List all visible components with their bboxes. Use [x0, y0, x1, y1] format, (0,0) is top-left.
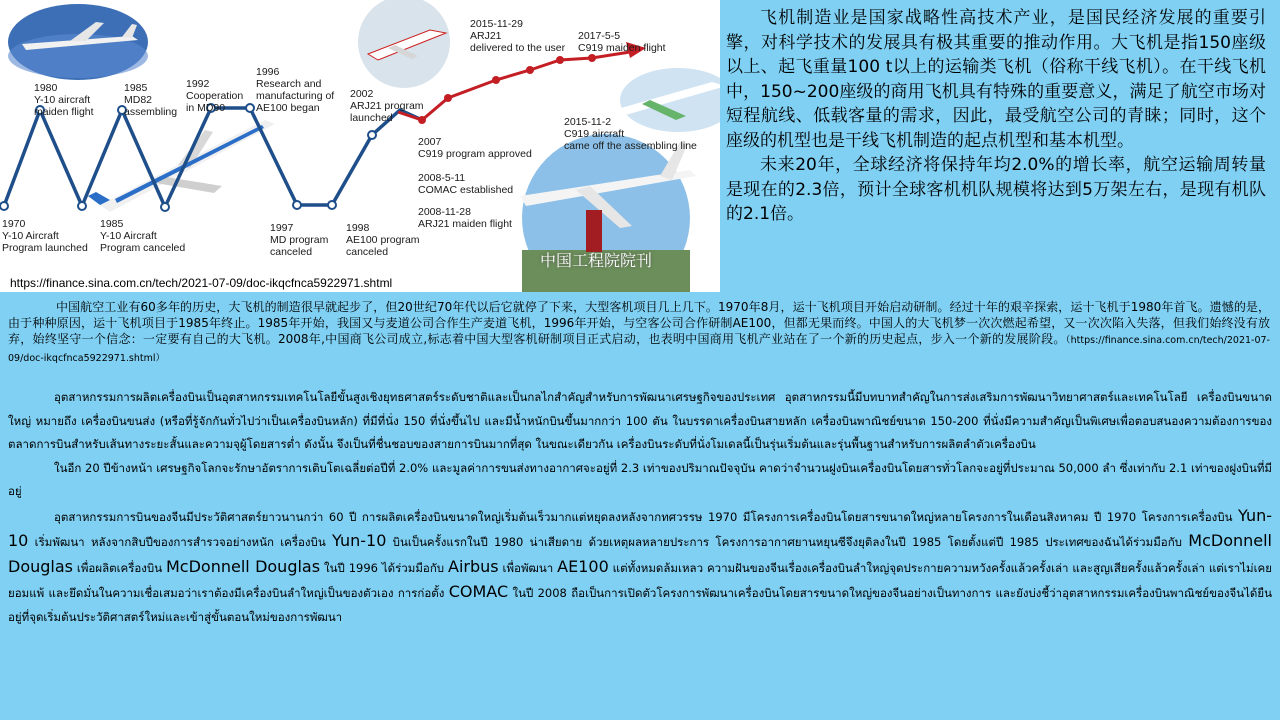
- timeline-figure: [0, 0, 720, 292]
- thai-paragraph-3: [8, 504, 1272, 630]
- watermark: 中国工程院院刊: [540, 251, 653, 270]
- thai-translation: [8, 386, 1272, 629]
- term-comac: COMAC: [448, 582, 509, 601]
- event-label: 1998 AE100 program canceled: [346, 222, 420, 258]
- event-label: 2008-5-11 COMAC established: [418, 172, 514, 196]
- event-label: 1996 Research and manufacturing of AE100 began: [256, 66, 335, 114]
- term-yun10: Yun-10: [332, 531, 387, 550]
- term-airbus: Airbus: [448, 556, 499, 576]
- summary-paragraph-2: 未来20年，全球经济将保持年均2.0%的增长率，航空运输周转量是现在的2.3倍，预计全球客机机队规模将达到5万架左右，是现有机队的2.1倍。: [726, 155, 1266, 224]
- term-ae100: AE100: [557, 556, 609, 576]
- text-run: แต่ทั้งหมดล้มเหลว ความฝันของจีนเรื่องเครื่องบินลำใหญ่จุดประกายความหวังครั้งแล้วครั้งเล่า และสูญเสียครั้งแล้วครั้งเล่า แต่เราไม่เคยยอมแพ้ และยึดมั่นในความเชื่อเสมอว่าเราต้องมีเครื่องบินลำใหญ่เป็นของตัวเอง การก่อตั้ง: [8, 560, 1272, 600]
- event-label: 2007 C919 program approved: [418, 136, 532, 160]
- event-label: 1985 MD82 assembling: [124, 82, 178, 118]
- event-label: 2015-11-29 ARJ21 delivered to the user: [470, 18, 566, 54]
- chinese-history-paragraph: [8, 299, 1270, 367]
- thai-paragraph-1: อุตสาหกรรมการผลิตเครื่องบินเป็นอุตสาหกรรมเทคโนโลยีขั้นสูงเชิงยุทธศาสตร์ระดับชาติและเป็นกลไกสำคัญสำหรับการพัฒนาเศรษฐกิจของประเทศ อุตสาหกรรมนี้มีบทบาทสำคัญในการส่งเสริมการพัฒนาวิทยาศาสตร์และเทคโนโลยี เครื่องบินขนาดใหญ่ หมายถึง เครื่องบินขนส่ง (หรือที่รู้จักกันทั่วไปว่าเป็นเครื่องบินหลัก) ที่มีที่นั่ง 150 ที่นั่งขึ้นไป และมีน้ำหนักบินขึ้นมากกว่า 100 ตัน ในบรรดาเครื่องบินสายหลัก เครื่องบินพาณิชย์ขนาด 150-200 ที่นั่งมีความสำคัญเป็นพิเศษเพื่อตอบสนองความต้องการของตลาดการบินสำหรับเส้นทางระยะสั้นและความจุผู้โดยสารต่ำ ดังนั้น จึงเป็นที่ชื่นชอบของสายการบินมากที่สุด ในขณะเดียวกัน เครื่องบินระดับที่นั่งโมเดลนี้เป็นรุ่นเริ่มต้นและรุ่นพื้นฐานสำหรับการผลิตลำตัวเครื่องบิน: [8, 390, 1272, 451]
- source-url: https://finance.sina.com.cn/tech/2021-07-09/doc-ikqcfnca5922971.shtml: [10, 276, 393, 290]
- term-mcdonnell-douglas: McDonnell Douglas: [8, 531, 1272, 576]
- text-run: ในปี 2008 ถือเป็นการเปิดตัวโครงการพัฒนาเครื่องบินโดยสารขนาดใหญ่ของจีนอย่างเป็นทางการ และยังบ่งชี้ว่าอุตสาหกรรมเครื่องบินพาณิชย์ของจีนได้ยืนอยู่ที่จุดเริ่มต้นประวัติศาสตร์ใหม่และเข้าสู่ขั้นตอนใหม่ของการพัฒนา: [8, 586, 1272, 624]
- event-label: 2015-11-2 C919 aircraft came off the assembling line: [564, 116, 697, 152]
- event-label: 1980 Y-10 aircraft maiden flight: [34, 82, 94, 118]
- thai-paragraph-2: ในอีก 20 ปีข้างหน้า เศรษฐกิจโลกจะรักษาอัตราการเติบโตเฉลี่ยต่อปีที่ 2.0% และมูลค่าการขนส่งทางอากาศจะอยู่ที่ 2.3 เท่าของปริมาณปัจจุบัน คาดว่าจำนวนฝูงบินเครื่องบินโดยสารทั่วโลกจะอยู่ที่ประมาณ 50,000 ลำ ซึ่งเท่ากับ 2.1 เท่าของฝูงบินที่มีอยู่: [8, 460, 1272, 498]
- summary-paragraph-1: 飞机制造业是国家战略性高技术产业，是国民经济发展的重要引擎，对科学技术的发展具有极其重要的推动作用。大飞机是指150座级以上、起飞重量100 t以上的运输类飞机（俗称干线飞机）。在干线飞机中，150~200座级的商用飞机具有特殊的重要意义，满足了航空市场对短程航线、低载客量的需求，因此，最受航空公司的青睐；同时，这个座级的机型也是干线飞机制造的起点机型和基本机型。: [726, 8, 1266, 151]
- term-mcdonnell-douglas: McDonnell Douglas: [166, 556, 321, 576]
- chinese-summary: [726, 6, 1266, 227]
- event-label: 2008-11-28 ARJ21 maiden flight: [418, 206, 512, 230]
- event-label: 1970 Y-10 Aircraft Program launched: [2, 218, 88, 254]
- text-run: บินเป็นครั้งแรกในปี 1980 น่าเสียดาย ด้วยเหตุผลหลายประการ โครงการอากาศยานหยุนซีจึงยุติลงในปี 1985 โดยตั้งแต่ปี 1985 ประเทศของฉันได้ร่วมมือกับ: [386, 535, 1189, 549]
- event-label: 1997 MD program canceled: [270, 222, 329, 258]
- y10-photo: [8, 4, 148, 80]
- text-run: เพื่อผลิตเครื่องบิน: [73, 560, 166, 575]
- term-yun10: Yun-10: [8, 505, 1272, 550]
- text-run: เพื่อพัฒนา: [498, 560, 558, 575]
- history-text: 中国航空工业有60多年的历史，大飞机的制造很早就起步了，但20世纪70年代以后它就停了下来，大型客机项目几上几下。1970年8月，运十飞机项目开始启动研制。经过十年的艰辛探索，运十飞机于1980年首飞。遗憾的是，由于种种原因，运十飞机项目于1985年终止。1985年开始，我国又与麦道公司合作生产麦道飞机，1996年开始，与空客公司合作研制AE100，但都无果而终。中国人的大飞机梦一次次燃起希望，又一次次陷入失落，但我们始终没有放弃，始终坚守一个信念：一定要有自己的大飞机。2008年,中国商飞公司成立,标志着中国大型客机研制项目正式启动，也表明中国商用飞机产业站在了一个新的历史起点，步入一个新的发展阶段。: [8, 300, 1270, 346]
- event-label: 2017-5-5 C919 maiden flight: [578, 30, 666, 54]
- history-citation: （https://finance.sina.com.cn/tech/2021-07-09/doc-ikqcfnca5922971.shtml）: [8, 335, 1270, 364]
- md82-photo: [88, 120, 275, 212]
- event-label: 1992 Cooperation in MD90: [186, 78, 244, 114]
- text-run: ในปี 1996 ได้ร่วมมือกับ: [320, 560, 449, 575]
- arj21-photo: [358, 0, 450, 88]
- event-label: 1985 Y-10 Aircraft Program canceled: [100, 218, 186, 254]
- event-label: 2002 ARJ21 program launched: [350, 88, 424, 124]
- text-run: อุตสาหกรรมการบินของจีนมีประวัติศาสตร์ยาวนานกว่า 60 ปี การผลิตเครื่องบินขนาดใหญ่เริ่มต้นเร็วมากแต่หยุดลงหลังจากทศวรรษ 1970 มีโครงการเครื่องบินโดยสารขนาดใหญ่หลายโครงการในเดือนสิงหาคม ปี 1970 โครงการเครื่องบิน: [54, 509, 1238, 524]
- text-run: เริ่มพัฒนา หลังจากสิบปีของการสำรวจอย่างหนัก เครื่องบิน: [28, 535, 333, 549]
